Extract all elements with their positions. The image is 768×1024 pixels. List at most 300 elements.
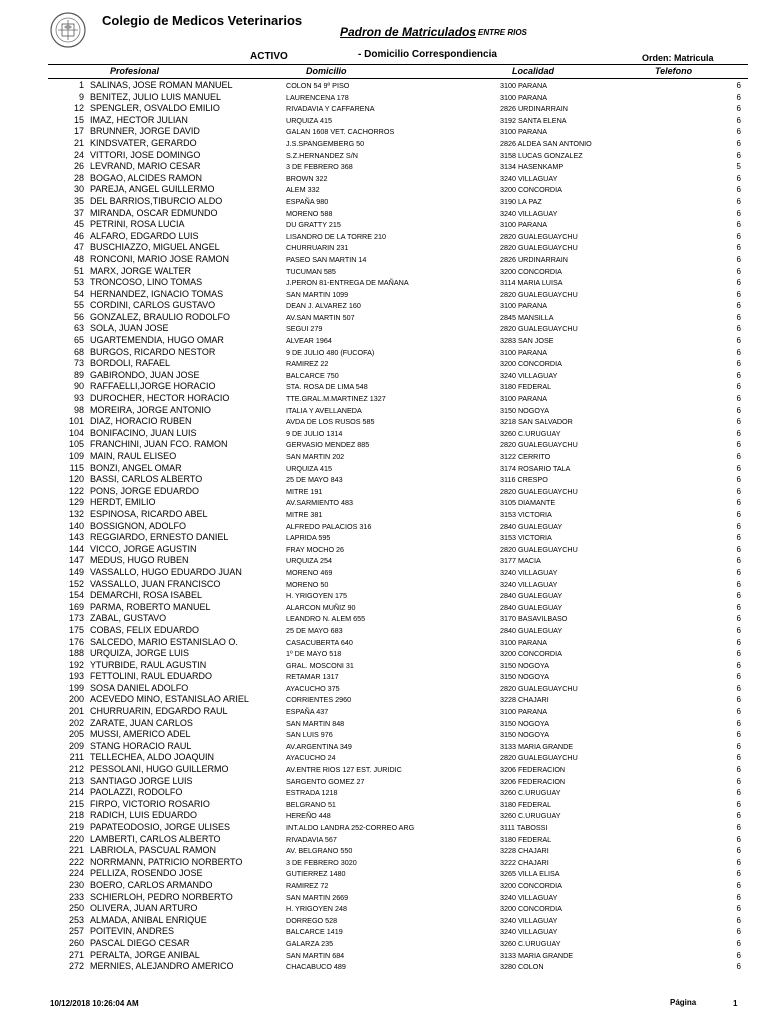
member-address: ALARCON MUÑIZ 90 <box>286 602 356 612</box>
member-locality: 3260 C.URUGUAY <box>500 938 561 948</box>
matricula-number: 205 <box>68 729 84 740</box>
member-address: GERVASIO MENDEZ 885 <box>286 440 370 450</box>
member-phone: 6 <box>736 220 741 230</box>
member-name: BOSSIGNON, ADOLFO <box>90 520 187 531</box>
member-name: PAOLAZZI, RODOLFO <box>90 787 183 798</box>
member-address: J.PERON 81-ENTREGA DE MAÑANA <box>286 278 409 288</box>
table-row <box>0 857 768 869</box>
column-header-profesional: Profesional <box>110 66 160 76</box>
member-phone: 6 <box>736 660 741 670</box>
member-phone: 6 <box>736 672 741 682</box>
member-phone: 5 <box>736 162 741 172</box>
report-title: Padron de Matriculados <box>340 25 477 39</box>
member-address: LAURENCENA 178 <box>286 92 349 102</box>
matricula-number: 53 <box>73 277 84 288</box>
table-row <box>0 103 768 115</box>
member-locality: 3200 CONCORDIA <box>500 359 562 369</box>
matricula-number: 169 <box>68 601 84 612</box>
matricula-number: 55 <box>73 300 84 311</box>
matricula-number: 201 <box>68 706 84 717</box>
member-locality: 3150 NOGOYA <box>500 718 550 728</box>
matricula-number: 48 <box>73 253 84 264</box>
table-row <box>0 289 768 301</box>
member-address: GALARZA 235 <box>286 938 334 948</box>
member-name: VASSALLO, JUAN FRANCISCO <box>90 578 221 589</box>
matricula-number: 98 <box>73 404 84 415</box>
member-name: ESPINOSA, RICARDO ABEL <box>90 508 208 519</box>
member-name: POITEVIN, ANDRES <box>90 926 175 937</box>
member-address: MORENO 588 <box>286 208 333 218</box>
table-row <box>0 439 768 451</box>
member-locality: 3265 VILLA ELISA <box>500 869 560 879</box>
matricula-number: 68 <box>73 346 84 357</box>
matricula-number: 56 <box>73 311 84 322</box>
member-phone: 6 <box>736 463 741 473</box>
member-address: RETAMAR 1317 <box>286 672 339 682</box>
member-address: AVDA DE LOS RUSOS 585 <box>286 417 375 427</box>
member-locality: 3158 LUCAS GONZALEZ <box>500 150 583 160</box>
table-row <box>0 474 768 486</box>
member-name: BRUNNER, JORGE DAVID <box>90 126 200 137</box>
member-locality: 3206 FEDERACION <box>500 776 566 786</box>
member-address: RAMIREZ 22 <box>286 359 329 369</box>
member-name: PARMA, ROBERTO MANUEL <box>90 601 211 612</box>
member-address: AV.ENTRE RIOS 127 EST. JURIDIC <box>286 765 402 775</box>
table-row <box>0 80 768 92</box>
member-name: BASSI, CARLOS ALBERTO <box>90 474 203 485</box>
member-phone: 6 <box>736 892 741 902</box>
member-phone: 6 <box>736 753 741 763</box>
member-locality: 3100 PARANA <box>500 301 548 311</box>
sort-order: Orden: Matricula <box>642 53 714 63</box>
table-row <box>0 590 768 602</box>
member-phone: 6 <box>736 846 741 856</box>
member-name: FRANCHINI, JUAN FCO. RAMON <box>90 439 228 450</box>
member-phone: 6 <box>736 278 741 288</box>
member-name: PONS, JORGE EDUARDO <box>90 485 200 496</box>
member-phone: 6 <box>736 857 741 867</box>
matricula-number: 46 <box>73 230 84 241</box>
member-locality: 3192 SANTA ELENA <box>500 115 567 125</box>
matricula-number: 224 <box>68 868 84 879</box>
member-phone: 6 <box>736 405 741 415</box>
member-address: PASEO SAN MARTIN 14 <box>286 254 367 264</box>
member-phone: 6 <box>736 498 741 508</box>
matricula-number: 93 <box>73 393 84 404</box>
table-row <box>0 277 768 289</box>
college-seal-logo <box>50 12 86 48</box>
table-row <box>0 173 768 185</box>
member-phone: 6 <box>736 811 741 821</box>
member-name: SOSA DANIEL ADOLFO <box>90 682 189 693</box>
member-locality: 2820 GUALEGUAYCHU <box>500 753 578 763</box>
matricula-number: 101 <box>68 416 84 427</box>
member-name: BOERO, CARLOS ARMANDO <box>90 879 213 890</box>
matricula-number: 15 <box>73 114 84 125</box>
member-address: RAMIREZ 72 <box>286 880 329 890</box>
table-row <box>0 915 768 927</box>
matricula-number: 120 <box>68 474 84 485</box>
matricula-number: 147 <box>68 555 84 566</box>
member-locality: 3100 PARANA <box>500 347 548 357</box>
matricula-number: 152 <box>68 578 84 589</box>
member-locality: 3200 CONCORDIA <box>500 649 562 659</box>
table-row <box>0 822 768 834</box>
member-phone: 6 <box>736 602 741 612</box>
member-phone: 6 <box>736 324 741 334</box>
member-name: TELLECHEA, ALDO JOAQUIN <box>90 752 215 763</box>
member-name: SCHIERLOH, PEDRO NORBERTO <box>90 891 233 902</box>
table-row <box>0 497 768 509</box>
table-row <box>0 741 768 753</box>
table-row <box>0 115 768 127</box>
matricula-number: 220 <box>68 833 84 844</box>
status-filter: ACTIVO <box>250 51 288 62</box>
member-phone: 6 <box>736 208 741 218</box>
member-address: HEREÑO 448 <box>286 811 331 821</box>
member-phone: 6 <box>736 614 741 624</box>
member-name: ZARATE, JUAN CARLOS <box>90 717 193 728</box>
matricula-number: 260 <box>68 937 84 948</box>
table-row <box>0 880 768 892</box>
table-row <box>0 660 768 672</box>
member-phone: 6 <box>736 185 741 195</box>
member-locality: 2840 GUALEGUAY <box>500 602 563 612</box>
member-name: BONIFACINO, JUAN LUIS <box>90 427 197 438</box>
table-row <box>0 799 768 811</box>
member-address: LISANDRO DE LA TORRE 210 <box>286 231 386 241</box>
member-name: SPENGLER, OSVALDO EMILIO <box>90 103 220 114</box>
member-phone: 6 <box>736 904 741 914</box>
matricula-number: 47 <box>73 242 84 253</box>
member-address: ESTRADA 1218 <box>286 788 338 798</box>
member-phone: 6 <box>736 567 741 577</box>
member-name: ALMADA, ANIBAL ENRIQUE <box>90 914 207 925</box>
member-locality: 3240 VILLAGUAY <box>500 567 558 577</box>
member-name: FIRPO, VICTORIO ROSARIO <box>90 798 210 809</box>
member-address: SAN MARTIN 2669 <box>286 892 349 902</box>
member-locality: 2826 ALDEA SAN ANTONIO <box>500 138 592 148</box>
member-address: 25 DE MAYO 843 <box>286 475 343 485</box>
member-address: LEANDRO N. ALEM 655 <box>286 614 366 624</box>
matricula-number: 12 <box>73 103 84 114</box>
matricula-number: 211 <box>69 752 84 763</box>
member-locality: 3206 FEDERACION <box>500 765 566 775</box>
member-name: SALINAS, JOSE ROMAN MANUEL <box>90 80 233 90</box>
table-row <box>0 486 768 498</box>
table-row <box>0 428 768 440</box>
table-row <box>0 961 768 973</box>
member-name: ALFARO, EDGARDO LUIS <box>90 230 199 241</box>
member-name: PASCAL DIEGO CESAR <box>90 937 190 948</box>
table-row <box>0 242 768 254</box>
member-name: BONZI, ANGEL OMAR <box>90 462 182 473</box>
member-address: ALVEAR 1964 <box>286 336 332 346</box>
member-locality: 3111 TABOSSI <box>500 823 548 832</box>
matricula-number: 233 <box>68 891 84 902</box>
member-address: ALFREDO PALACIOS 316 <box>286 521 372 531</box>
member-name: KINDSVATER, GERARDO <box>90 137 197 148</box>
member-locality: 2820 GUALEGUAYCHU <box>500 486 578 496</box>
member-phone: 6 <box>736 370 741 380</box>
member-phone: 6 <box>736 556 741 566</box>
member-name: GABIRONDO, JUAN JOSE <box>90 369 200 380</box>
table-row <box>0 381 768 393</box>
member-name: LAMBERTI, CARLOS ALBERTO <box>90 833 221 844</box>
matricula-number: 218 <box>68 810 84 821</box>
member-name: MUSSI, AMERICO ADEL <box>90 729 191 740</box>
member-phone: 6 <box>736 81 741 90</box>
matricula-number: 21 <box>73 137 84 148</box>
matricula-number: 221 <box>68 845 84 856</box>
matricula-number: 149 <box>68 566 84 577</box>
matricula-number: 30 <box>73 184 84 195</box>
member-phone: 6 <box>736 301 741 311</box>
member-locality: 2845 MANSILLA <box>500 312 554 322</box>
matricula-number: 1 <box>78 80 84 90</box>
matricula-number: 73 <box>73 358 84 369</box>
table-row <box>0 463 768 475</box>
member-phone: 6 <box>736 127 741 137</box>
matricula-number: 129 <box>68 497 84 508</box>
member-phone: 6 <box>736 927 741 937</box>
member-address: ESPAÑA 437 <box>286 707 329 717</box>
matricula-number: 17 <box>73 126 84 137</box>
table-row <box>0 451 768 463</box>
member-address: 1º DE MAYO 518 <box>286 649 342 659</box>
member-name: IMAZ, HECTOR JULIAN <box>90 114 188 125</box>
matricula-number: 26 <box>73 161 84 172</box>
member-address: SAN LUIS 976 <box>286 730 333 740</box>
matricula-number: 176 <box>68 636 84 647</box>
member-address: BROWN 322 <box>286 173 328 183</box>
member-address: 9 DE JULIO 1314 <box>286 428 343 438</box>
member-phone: 6 <box>736 92 741 102</box>
matricula-number: 45 <box>73 219 84 230</box>
print-timestamp: 10/12/2018 10:26:04 AM <box>50 999 139 1008</box>
member-address: AV. BELGRANO 550 <box>286 846 353 856</box>
member-address: CHACABUCO 489 <box>286 962 346 972</box>
report-region: ENTRE RIOS <box>478 28 527 37</box>
member-address: MORENO 50 <box>286 579 329 589</box>
member-address: SAN MARTIN 202 <box>286 452 345 461</box>
member-locality: 3200 CONCORDIA <box>500 904 562 914</box>
member-locality: 3170 BASAVILBASO <box>500 614 568 624</box>
table-row <box>0 764 768 776</box>
member-address: LAPRIDA 595 <box>286 533 331 543</box>
member-phone: 6 <box>736 312 741 322</box>
member-locality: 3240 VILLAGUAY <box>500 927 558 937</box>
member-locality: 3177 MACIA <box>500 556 541 566</box>
member-name: SOLA, JUAN JOSE <box>90 323 169 334</box>
member-address: URQUIZA 415 <box>286 115 332 125</box>
table-row <box>0 231 768 243</box>
member-address: GALAN 1608 VET. CACHORROS <box>286 127 395 137</box>
member-phone: 6 <box>736 707 741 717</box>
member-phone: 6 <box>736 347 741 357</box>
page-number: 1 <box>733 999 738 1008</box>
member-name: MEDUS, HUGO RUBEN <box>90 555 189 566</box>
table-row <box>0 335 768 347</box>
matricula-number: 202 <box>68 717 84 728</box>
member-locality: 3200 CONCORDIA <box>500 266 562 276</box>
member-name: ACEVEDO MINO, ESTANISLAO ARIEL <box>90 694 249 705</box>
table-row <box>0 405 768 417</box>
member-locality: 3228 CHAJARI <box>500 695 549 705</box>
member-phone: 6 <box>736 509 741 519</box>
table-row <box>0 208 768 220</box>
member-phone: 6 <box>736 173 741 183</box>
table-row <box>0 323 768 335</box>
table-row <box>0 729 768 741</box>
member-locality: 3260 C.URUGUAY <box>500 788 561 798</box>
member-name: BENITEZ, JULIO LUIS MANUEL <box>90 91 222 102</box>
member-address: H. YRIGOYEN 175 <box>286 591 347 601</box>
member-locality: 2820 GUALEGUAYCHU <box>500 544 578 554</box>
member-phone: 6 <box>736 776 741 786</box>
table-row <box>0 184 768 196</box>
member-phone: 6 <box>736 625 741 635</box>
member-phone: 6 <box>736 254 741 264</box>
member-phone: 6 <box>736 718 741 728</box>
matricula-number: 193 <box>68 671 84 682</box>
matricula-number: 104 <box>68 427 84 438</box>
member-phone: 6 <box>736 637 741 647</box>
member-locality: 2826 URDINARRAIN <box>500 254 568 264</box>
table-row <box>0 219 768 231</box>
member-address: ITALIA Y AVELLANEDA <box>286 405 362 415</box>
member-phone: 6 <box>736 765 741 775</box>
member-phone: 6 <box>736 823 741 832</box>
member-locality: 3200 CONCORDIA <box>500 185 562 195</box>
member-locality: 3133 MARIA GRANDE <box>500 741 574 751</box>
member-address: FRAY MOCHO 26 <box>286 544 345 554</box>
matricula-number: 115 <box>69 462 84 473</box>
table-row <box>0 544 768 556</box>
member-phone: 6 <box>736 243 741 253</box>
matricula-number: 140 <box>68 520 84 531</box>
member-name: MARX, JORGE WALTER <box>90 265 192 276</box>
matricula-number: 173 <box>68 613 84 624</box>
matricula-number: 219 <box>68 822 84 832</box>
member-address: SAN MARTIN 684 <box>286 950 345 960</box>
member-address: AYACUCHO 24 <box>286 753 336 763</box>
member-address: TUCUMAN 585 <box>286 266 336 276</box>
member-phone: 6 <box>736 880 741 890</box>
table-row <box>0 776 768 788</box>
member-name: REGGIARDO, ERNESTO DANIEL <box>90 532 229 543</box>
member-locality: 3283 SAN JOSE <box>500 336 554 346</box>
member-address: INT.ALDO LANDRA 252-CORREO ARG <box>286 823 415 832</box>
table-row <box>0 254 768 266</box>
member-name: BOGAO, ALCIDES RAMON <box>90 172 203 183</box>
member-address: GRAL. MOSCONI 31 <box>286 660 354 670</box>
member-name: DEL BARRIOS,TIBURCIO ALDO <box>90 195 223 206</box>
member-locality: 3180 FEDERAL <box>500 382 552 392</box>
matricula-number: 90 <box>73 381 84 392</box>
member-phone: 6 <box>736 962 741 972</box>
member-locality: 2820 GUALEGUAYCHU <box>500 324 578 334</box>
matricula-number: 109 <box>68 451 84 461</box>
member-address: DORREGO 528 <box>286 915 338 925</box>
matricula-number: 212 <box>68 764 84 775</box>
member-name: SALCEDO, MARIO ESTANISLAO O. <box>90 636 238 647</box>
member-locality: 3100 PARANA <box>500 394 548 404</box>
member-locality: 3100 PARANA <box>500 92 548 102</box>
member-locality: 3260 C.URUGUAY <box>500 428 561 438</box>
member-name: BORDOLI, RAFAEL <box>90 358 171 369</box>
member-locality: 3153 VICTORIA <box>500 509 552 519</box>
table-row <box>0 150 768 162</box>
member-phone: 6 <box>736 741 741 751</box>
matricula-number: 253 <box>68 914 84 925</box>
table-row <box>0 718 768 730</box>
member-phone: 6 <box>736 486 741 496</box>
member-locality: 3240 VILLAGUAY <box>500 892 558 902</box>
matricula-number: 37 <box>73 207 84 218</box>
matricula-number: 192 <box>68 659 84 670</box>
member-locality: 2840 GUALEGUAY <box>500 625 563 635</box>
member-address: BALCARCE 1419 <box>286 927 343 937</box>
member-name: URQUIZA, JORGE LUIS <box>90 648 190 659</box>
member-locality: 3240 VILLAGUAY <box>500 370 558 380</box>
table-row <box>0 532 768 544</box>
member-locality: 3190 LA PAZ <box>500 196 542 206</box>
member-address: AV.SARMIENTO 483 <box>286 498 353 508</box>
table-row <box>0 683 768 695</box>
table-row <box>0 509 768 521</box>
matricula-number: 63 <box>73 323 84 334</box>
member-name: UGARTEMENDIA, HUGO OMAR <box>90 335 224 346</box>
member-name: PESSOLANI, HUGO GUILLERMO <box>90 764 229 775</box>
member-phone: 6 <box>736 799 741 809</box>
member-locality: 3116 CRESPO <box>500 475 548 485</box>
member-name: BURGOS, RICARDO NESTOR <box>90 346 216 357</box>
member-address: ALEM 332 <box>286 185 320 195</box>
member-name: PERALTA, JORGE ANIBAL <box>90 949 200 960</box>
table-row <box>0 706 768 718</box>
table-row <box>0 126 768 138</box>
table-row <box>0 138 768 150</box>
matricula-number: 215 <box>68 798 84 809</box>
member-name: ZABAL, GUSTAVO <box>90 613 167 624</box>
table-row <box>0 266 768 278</box>
member-phone: 6 <box>736 440 741 450</box>
matricula-number: 209 <box>68 740 84 751</box>
member-name: LABRIOLA, PASCUAL RAMON <box>90 845 217 856</box>
member-name: SANTIAGO JORGE LUIS <box>90 775 193 786</box>
matricula-number: 213 <box>68 775 84 786</box>
matricula-number: 257 <box>68 926 84 937</box>
matricula-number: 24 <box>73 149 84 160</box>
table-row <box>0 892 768 904</box>
member-locality: 2826 URDINARRAIN <box>500 104 568 114</box>
table-row <box>0 845 768 857</box>
member-name: DEMARCHI, ROSA ISABEL <box>90 590 203 601</box>
member-name: MERNIES, ALEJANDRO AMERICO <box>90 961 234 972</box>
table-row <box>0 602 768 614</box>
matricula-number: 222 <box>68 856 84 867</box>
member-address: SAN MARTIN 1099 <box>286 289 349 299</box>
member-address: RIVADAVIA 567 <box>286 834 337 844</box>
member-phone: 6 <box>736 382 741 392</box>
member-locality: 3150 NOGOYA <box>500 405 550 415</box>
member-address: DEAN J. ALVAREZ 160 <box>286 301 361 311</box>
matricula-number: 89 <box>73 369 84 380</box>
member-phone: 6 <box>736 938 741 948</box>
matricula-number: 122 <box>68 485 84 496</box>
table-row <box>0 834 768 846</box>
